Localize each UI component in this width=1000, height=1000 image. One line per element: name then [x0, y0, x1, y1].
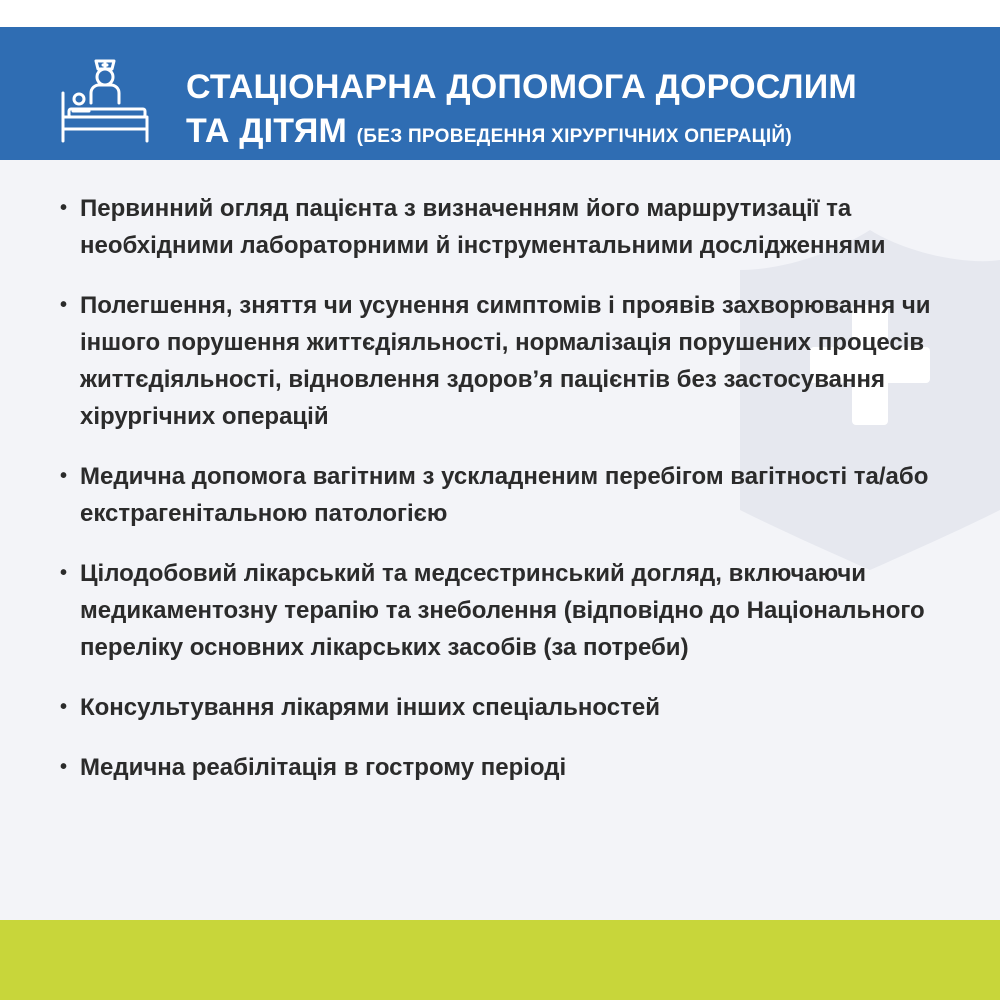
list-item: • Первинний огляд пацієнта з визначенням його маршрутизації та необхідними лабораторними й інструментальними дослідженнями: [60, 190, 970, 264]
footer-band: [0, 920, 1000, 1000]
title-subtitle: (БЕЗ ПРОВЕДЕННЯ ХІРУРГІЧНИХ ОПЕРАЦІЙ): [356, 126, 792, 147]
page-title: [186, 65, 980, 159]
header-banner: [0, 27, 1000, 160]
list-item: • Консультування лікарями інших спеціальностей: [60, 689, 970, 726]
list-item: • Медична реабілітація в гострому періоді: [60, 749, 970, 786]
list-item: • Полегшення, зняття чи усунення симптомів і проявів захворювання чи іншого порушення життєдіяльності, нормалізація порушених процесів життєдіяльності, відновлення здоров’я пацієнтів без застосування хірургічних операцій: [60, 287, 970, 435]
title-line-2-main: ТА ДІТЯМ: [186, 112, 347, 150]
services-list: [60, 190, 970, 809]
title-line-2: [186, 109, 980, 159]
content-area: [0, 160, 1000, 920]
list-item: • Медична допомога вагітним з ускладненим перебігом вагітності та/або екстрагенітальною патологією: [60, 458, 970, 532]
list-item: • Цілодобовий лікарський та медсестринський догляд, включаючи медикаментозну терапію та знеболення (відповідно до Національного переліку основних лікарських засобів (за потреби): [60, 555, 970, 666]
title-line-1: СТАЦІОНАРНА ДОПОМОГА ДОРОСЛИМ: [186, 68, 857, 106]
hospital-bed-patient-icon: [55, 55, 155, 155]
